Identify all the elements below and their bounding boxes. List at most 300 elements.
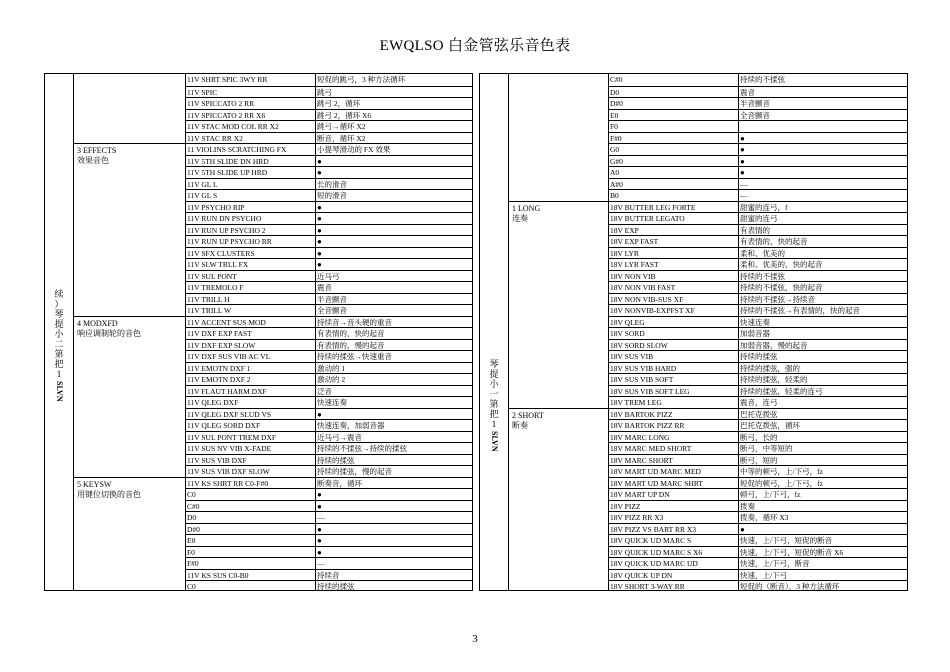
description-cell: 有表情的，快的起音 [740, 237, 808, 246]
description-cell: 全音颤音 [317, 306, 347, 315]
table-row [608, 385, 907, 397]
table-row [185, 132, 472, 144]
table-row [608, 304, 907, 316]
patch-name-cell: 18V MART UD MARC MED [610, 467, 701, 476]
right-table [479, 73, 908, 591]
description-cell: ● [317, 237, 322, 246]
patch-name-cell: 18V QUICK UD MARC S X6 [610, 547, 703, 557]
side-label-char: 小 [54, 329, 64, 339]
patch-name-cell: 18V PIZZ [610, 501, 641, 511]
patch-name-cell: F#0 [187, 559, 199, 568]
patch-name-cell: 11V SHRT SPIC 3WY RR [187, 75, 268, 84]
patch-name-cell: 18V PIZZ VS BART RR X3 [610, 524, 697, 534]
table-row [185, 109, 472, 121]
table-row [608, 74, 907, 86]
patch-name-cell: 11V SUS VIB DXF SLOW [187, 467, 270, 476]
group-cell [73, 143, 185, 316]
description-cell: 持续的揉弦，轻柔的 [740, 375, 808, 384]
table-row [608, 454, 907, 466]
table-row [608, 373, 907, 385]
description-cell: ● [317, 225, 322, 235]
side-label-char: ） [54, 299, 64, 309]
patch-name-cell: 11V DXF EXP FAST [187, 329, 252, 338]
table-row [608, 396, 907, 408]
description-cell: — [317, 559, 325, 568]
description-cell: 持续的揉弦 [317, 455, 355, 465]
table-row [608, 431, 907, 443]
group-label [512, 204, 540, 224]
description-cell: 巴托克拨弦，循环 [740, 421, 800, 430]
description-cell: 甜蜜的连弓，f [740, 202, 788, 212]
patch-name-cell: 11V DXF SUS VIB AC VL [187, 352, 271, 361]
description-cell: 短的滑音 [317, 191, 347, 200]
table-row [608, 500, 907, 512]
description-cell: ● [317, 260, 322, 269]
description-cell: 半音颤音 [317, 294, 347, 304]
table-row [185, 580, 472, 592]
description-cell: 快速连奏 [740, 317, 770, 327]
description-cell: ● [317, 547, 322, 557]
description-cell: 持续的揉弦，慢的起音 [317, 467, 392, 476]
table-row [185, 373, 472, 385]
group-label [77, 319, 141, 339]
table-row [185, 557, 472, 569]
group-label-line: 2 SHORT [512, 410, 544, 420]
patch-name-cell: 18V BUTTER LEG FORTE [610, 202, 696, 212]
table-row [608, 419, 907, 431]
table-row [185, 143, 472, 155]
patch-name-cell: 18V NON VIB FAST [610, 283, 676, 292]
description-cell: 断音，循环 X2 [317, 133, 366, 143]
description-cell: 快速，上/下弓，断音 [740, 559, 810, 568]
description-cell: 柔和、优美的，快的起音 [740, 260, 823, 269]
description-cell: ● [317, 214, 322, 223]
table-row [185, 546, 472, 558]
patch-name-cell: 11V QLEG SORD DXF [187, 421, 261, 430]
patch-name-cell: 11V 5TH SLIDE UP HRD [187, 168, 268, 177]
side-label-char: 提 [54, 319, 64, 329]
side-label-char: 续 [54, 289, 64, 299]
side-label-char: 琴 [54, 309, 64, 319]
description-cell: 持续的不揉弦 [740, 75, 785, 84]
page-number: 3 [472, 633, 478, 645]
table-row [185, 270, 472, 282]
side-label-char: 提 [489, 369, 499, 379]
side-label-bold: SLVN [490, 431, 499, 452]
patch-name-cell: 11V QLEG DXF [187, 398, 239, 407]
table-row [185, 569, 472, 581]
patch-name-cell: 18V NON VIB-SUS XF [610, 294, 684, 304]
description-cell: 中等的顿弓，上/下弓，fz [740, 467, 823, 476]
patch-name-cell: 11V SPIC [187, 87, 218, 97]
table-row [185, 431, 472, 443]
description-cell: 持续的揉弦 [317, 582, 355, 591]
table-row [185, 155, 472, 167]
table-row [185, 454, 472, 466]
patch-name-cell: 11V STAC RR X2 [187, 133, 243, 143]
description-cell: ● [740, 156, 745, 166]
table-row [608, 546, 907, 558]
description-cell: 断弓，短的 [740, 455, 778, 465]
description-cell: 震音 [740, 87, 755, 97]
patch-name-cell: A#0 [610, 179, 623, 189]
group-label-line: 断奏 [512, 420, 528, 430]
patch-name-cell: 11V EMOTN DXF 1 [187, 363, 251, 373]
table-row [608, 281, 907, 293]
group-label-line: 4 MODXFD [77, 318, 118, 328]
table-row [608, 155, 907, 167]
description-cell: 持续的揉弦→快速重音 [317, 352, 392, 361]
table-row [608, 143, 907, 155]
patch-name-cell: D0 [187, 513, 197, 522]
table-row [608, 178, 907, 190]
table-row [608, 477, 907, 489]
description-cell: 拨奏 [740, 501, 755, 511]
patch-name-cell: 18V NONVIB-EXPFST XF [610, 306, 695, 315]
description-cell: ● [317, 409, 322, 419]
description-cell: 加弱音器，慢的起音 [740, 340, 808, 350]
group-cell [508, 201, 608, 408]
patch-name-cell: 11V KS SUS C0-B0 [187, 570, 249, 580]
table-row [608, 511, 907, 523]
side-label-bold: SLVN [55, 381, 64, 402]
patch-name-cell: F0 [610, 122, 618, 131]
table-row [185, 339, 472, 351]
patch-name-cell: 18V SUS VIB [610, 352, 654, 361]
patch-name-cell: 11V 5TH SLIDE DN HRD [187, 156, 269, 166]
patch-name-cell: 18V BUTTER LEGATO [610, 214, 685, 223]
description-cell: ● [740, 168, 745, 177]
table-row [185, 316, 472, 328]
table-row [185, 293, 472, 305]
description-cell: 近马弓 [317, 271, 340, 281]
side-label-char: 二 [54, 339, 64, 349]
description-cell: 持续的不揉弦→有表情的，快的起音 [740, 306, 860, 315]
table-row [185, 327, 472, 339]
description-cell: 短促的跳弓，3 种方法循环 [317, 75, 406, 84]
side-label-char: 琴 [489, 359, 499, 369]
patch-name-cell: 11V SPICCATO 2 RR X6 [187, 110, 266, 120]
description-cell: 顿弓，上/下弓，fz [740, 490, 801, 499]
table-row [185, 120, 472, 132]
description-cell: 激动的 1 [317, 363, 346, 373]
group-label-line: 3 EFFECTS [77, 146, 117, 155]
table-row [608, 258, 907, 270]
section-side-label [45, 289, 73, 402]
table-row [608, 408, 907, 420]
description-cell: 激动的 2 [317, 375, 346, 384]
patch-name-cell: 11V SPICCATO 2 RR [187, 99, 255, 108]
description-cell: 持续音→音头硬的重音 [317, 317, 392, 327]
patch-name-cell: E0 [187, 536, 196, 545]
group-label-line: 1 LONG [512, 203, 541, 213]
table-row [608, 270, 907, 282]
description-cell: ● [317, 524, 322, 534]
page-title: EWQLSO 白金管弦乐音色表 [379, 38, 571, 54]
patch-name-cell: 11V SUL PONT [187, 271, 237, 281]
table-row [185, 396, 472, 408]
description-cell: 有表情的 [740, 225, 770, 235]
patch-name-cell: D#0 [187, 524, 200, 534]
patch-name-cell: 18V MARC MED SHORT [610, 444, 692, 453]
description-cell: 断弓，长的 [740, 432, 778, 442]
patch-name-cell: E0 [610, 110, 619, 120]
description-cell: 泛音 [317, 386, 332, 396]
table-row [185, 442, 472, 454]
group-label-line: 响应调制轮的音色 [77, 328, 141, 338]
group-label-line: 用键位切换的音色 [77, 489, 141, 499]
patch-name-cell: 18V SUS VIB SOFT LEG [610, 386, 690, 396]
description-cell: 持续的揉弦，强的 [740, 363, 800, 373]
description-cell: 有表情的，慢的起音 [317, 340, 385, 350]
patch-name-cell: 18V QUICK UD MARC S [610, 536, 692, 545]
table-row [608, 132, 907, 144]
description-cell: 断弓，中等短的 [740, 444, 793, 453]
description-cell: 持续的揉弦，轻柔的连弓 [740, 386, 823, 396]
table-row [608, 166, 907, 178]
table-row [185, 86, 472, 98]
description-cell: — [740, 191, 748, 200]
table-row [185, 465, 472, 477]
table-row [608, 350, 907, 362]
table-row [608, 557, 907, 569]
patch-name-cell: G0 [610, 145, 620, 154]
table-row [608, 569, 907, 581]
patch-name-cell: 11 VIOLINS SCRATCHING FX [187, 145, 287, 154]
patch-name-cell: 11V EMOTN DXF 2 [187, 375, 251, 384]
patch-name-cell: 18V QLEG [610, 317, 645, 327]
patch-name-cell: 18V EXP [610, 225, 639, 235]
patch-name-cell: 11V TRILL W [187, 306, 232, 315]
table-row [608, 523, 907, 535]
table-row [608, 293, 907, 305]
description-cell: — [317, 513, 325, 522]
side-label-char: 把 [54, 359, 64, 369]
left-table [44, 73, 473, 591]
section-side-label [480, 359, 508, 452]
description-cell: 断奏音，循环 [317, 478, 362, 488]
table-row [185, 212, 472, 224]
description-cell: 加弱音器 [740, 329, 770, 338]
patch-name-cell: 18V QUICK UD MARC UD [610, 559, 698, 568]
patch-name-cell: 11V TRILL H [187, 294, 230, 304]
table-row [185, 477, 472, 489]
table-row [608, 327, 907, 339]
description-cell: ● [740, 133, 745, 143]
table-row [185, 247, 472, 259]
description-cell: ● [317, 248, 322, 258]
description-cell: 跳弓 2，循环 X6 [317, 110, 372, 120]
description-cell: ● [317, 202, 322, 212]
patch-name-cell: 18V BARTOK PIZZ RR [610, 421, 685, 430]
table-row [185, 166, 472, 178]
table-row [608, 316, 907, 328]
patch-name-cell: F0 [187, 547, 195, 557]
description-cell: 持续音 [317, 570, 340, 580]
patch-name-cell: 11V SUS VIB DXF [187, 455, 247, 465]
table-row [185, 362, 472, 374]
table-row [185, 281, 472, 293]
description-cell: 巴托克拨弦 [740, 409, 778, 419]
table-row [185, 97, 472, 109]
patch-name-cell: 18V MARC LONG [610, 432, 670, 442]
patch-name-cell: 11V RUN UP PSYCHO 2 [187, 225, 266, 235]
group-label [77, 480, 141, 500]
patch-name-cell: 11V SUL PONT TREM DXF [187, 432, 277, 442]
patch-name-cell: 18V SORD [610, 329, 645, 338]
table-row [185, 201, 472, 213]
group-label [77, 146, 116, 166]
description-cell: ● [317, 536, 322, 545]
group-cell [508, 408, 608, 592]
description-cell: 持续的不揉弦 [740, 271, 785, 281]
table-row [185, 178, 472, 190]
description-cell: 近马弓→震音 [317, 432, 362, 442]
patch-name-cell: 18V SORD SLOW [610, 340, 668, 350]
patch-name-cell: C#0 [610, 75, 623, 84]
table-row [608, 488, 907, 500]
patch-name-cell: 11V GL L [187, 179, 218, 189]
description-cell: 快速，上/下弓，短促的断音 X6 [740, 547, 844, 557]
description-cell: ● [740, 145, 745, 154]
table-row [185, 488, 472, 500]
table-row [608, 201, 907, 213]
patch-name-cell: 18V TREM LEG [610, 398, 662, 407]
patch-name-cell: C0 [187, 490, 196, 499]
description-cell: 半音颤音 [740, 99, 770, 108]
patch-name-cell: 18V MART UD MARC SHRT [610, 478, 704, 488]
table-row [185, 304, 472, 316]
description-cell: 震音 [317, 283, 332, 292]
description-cell: 小提琴滑动的 FX 效果 [317, 145, 391, 154]
patch-name-cell: C#0 [187, 501, 200, 511]
patch-name-cell: 11V SLW TRLL FX [187, 260, 249, 269]
table-row [185, 419, 472, 431]
patch-name-cell: 11V SFX CLUSTERS [187, 248, 255, 258]
description-cell: ● [740, 524, 745, 534]
table-row [608, 212, 907, 224]
description-cell: ● [317, 156, 322, 166]
table-row [185, 224, 472, 236]
table-row [185, 408, 472, 420]
table-row [608, 339, 907, 351]
group-cell [73, 477, 185, 592]
table-row [185, 500, 472, 512]
description-cell: 跳弓 2，循环 [317, 99, 361, 108]
table-row [608, 247, 907, 259]
group-cell [73, 74, 185, 143]
side-label-char: 1 [491, 419, 497, 429]
patch-name-cell: D#0 [610, 99, 623, 108]
patch-name-cell: 18V SUS VIB HARD [610, 363, 677, 373]
description-cell: 持续的不揉弦→持续的揉弦 [317, 444, 407, 453]
table-row [185, 74, 472, 86]
group-label-line: 5 KEYSW [77, 479, 112, 489]
table-row [608, 362, 907, 374]
table-row [185, 350, 472, 362]
patch-name-cell: 11V RUN DN PSYCHO [187, 214, 262, 223]
patch-name-cell: 18V NON VIB [610, 271, 656, 281]
description-cell: — [740, 179, 748, 189]
patch-name-cell: 11V TREMOLO F [187, 283, 244, 292]
patch-name-cell: 18V QUICK UP DN [610, 570, 673, 580]
description-cell: 跳弓→循环 X2 [317, 122, 366, 131]
patch-name-cell: 11V STAC MOD COL RR X2 [187, 122, 279, 131]
patch-name-cell: 11V GL S [187, 191, 218, 200]
table-row [185, 189, 472, 201]
patch-name-cell: 11V KS SHRT RR C0-F#0 [187, 478, 269, 488]
patch-name-cell: C0 [187, 582, 196, 591]
patch-name-cell: B0 [610, 191, 619, 200]
group-cell [508, 74, 608, 201]
description-cell: 全音颤音 [740, 110, 770, 120]
patch-name-cell: F#0 [610, 133, 622, 143]
description-cell: ● [317, 501, 322, 511]
description-cell: 短促的顿弓，上/下弓，fz [740, 478, 823, 488]
patch-name-cell: G#0 [610, 156, 623, 166]
description-cell: 拨奏，循环 X3 [740, 513, 789, 522]
description-cell: 快速连奏 [317, 398, 347, 407]
description-cell: 持续的揉弦 [740, 352, 778, 361]
patch-name-cell: 18V LYR FAST [610, 260, 659, 269]
description-cell: 有表情的，快的起音 [317, 329, 385, 338]
patch-name-cell: 11V QLEG DXF SLUD VS [187, 409, 272, 419]
description-cell: 震音，连弓 [740, 398, 778, 407]
table-row [185, 258, 472, 270]
side-label-char: 第 [489, 399, 499, 409]
description-cell: 快速连奏，加弱音器 [317, 421, 385, 430]
table-row [608, 224, 907, 236]
patch-name-cell: D0 [610, 87, 620, 97]
description-cell: 持续的不揉弦，快的起音 [740, 283, 823, 292]
table-row [608, 189, 907, 201]
group-cell [73, 316, 185, 477]
table-row [608, 465, 907, 477]
patch-name-cell: 18V SHORT 3-WAY RR [610, 582, 685, 591]
table-row [185, 511, 472, 523]
table-row [608, 86, 907, 98]
patch-name-cell: 18V PIZZ RR X3 [610, 513, 664, 522]
patch-name-cell: 11V FLAUT HARM DXF [187, 386, 267, 396]
patch-name-cell: 18V MARC SHORT [610, 455, 673, 465]
group-label [512, 411, 544, 431]
description-cell: 跳弓 [317, 87, 332, 97]
table-row [185, 534, 472, 546]
table-row [185, 235, 472, 247]
patch-name-cell: 18V EXP FAST [610, 237, 659, 246]
patch-name-cell: A0 [610, 168, 620, 177]
side-label-char: 小 [489, 379, 499, 389]
patch-name-cell: 11V DXF EXP SLOW [187, 340, 256, 350]
description-cell: 快速，上/下弓 [740, 570, 788, 580]
patch-name-cell: 11V SUS NV VIB X-FADE [187, 444, 272, 453]
table-row [608, 534, 907, 546]
side-label-char: 一 [489, 389, 499, 399]
table-row [608, 120, 907, 132]
table-row [608, 442, 907, 454]
group-label-line: 连奏 [512, 213, 528, 223]
patch-name-cell: 11V ACCENT SUS MOD [187, 317, 266, 327]
patch-name-cell: 18V LYR [610, 248, 639, 258]
description-cell: 长的滑音 [317, 179, 347, 189]
patch-name-cell: 11V PSYCHO RIP [187, 202, 245, 212]
table-row [608, 109, 907, 121]
description-cell: 快速，上/下弓，短促的断音 [740, 536, 833, 545]
table-row [608, 580, 907, 592]
description-cell: ● [317, 168, 322, 177]
group-label-line: 效果音色 [77, 156, 109, 165]
patch-name-cell: 18V MART UP DN [610, 490, 670, 499]
